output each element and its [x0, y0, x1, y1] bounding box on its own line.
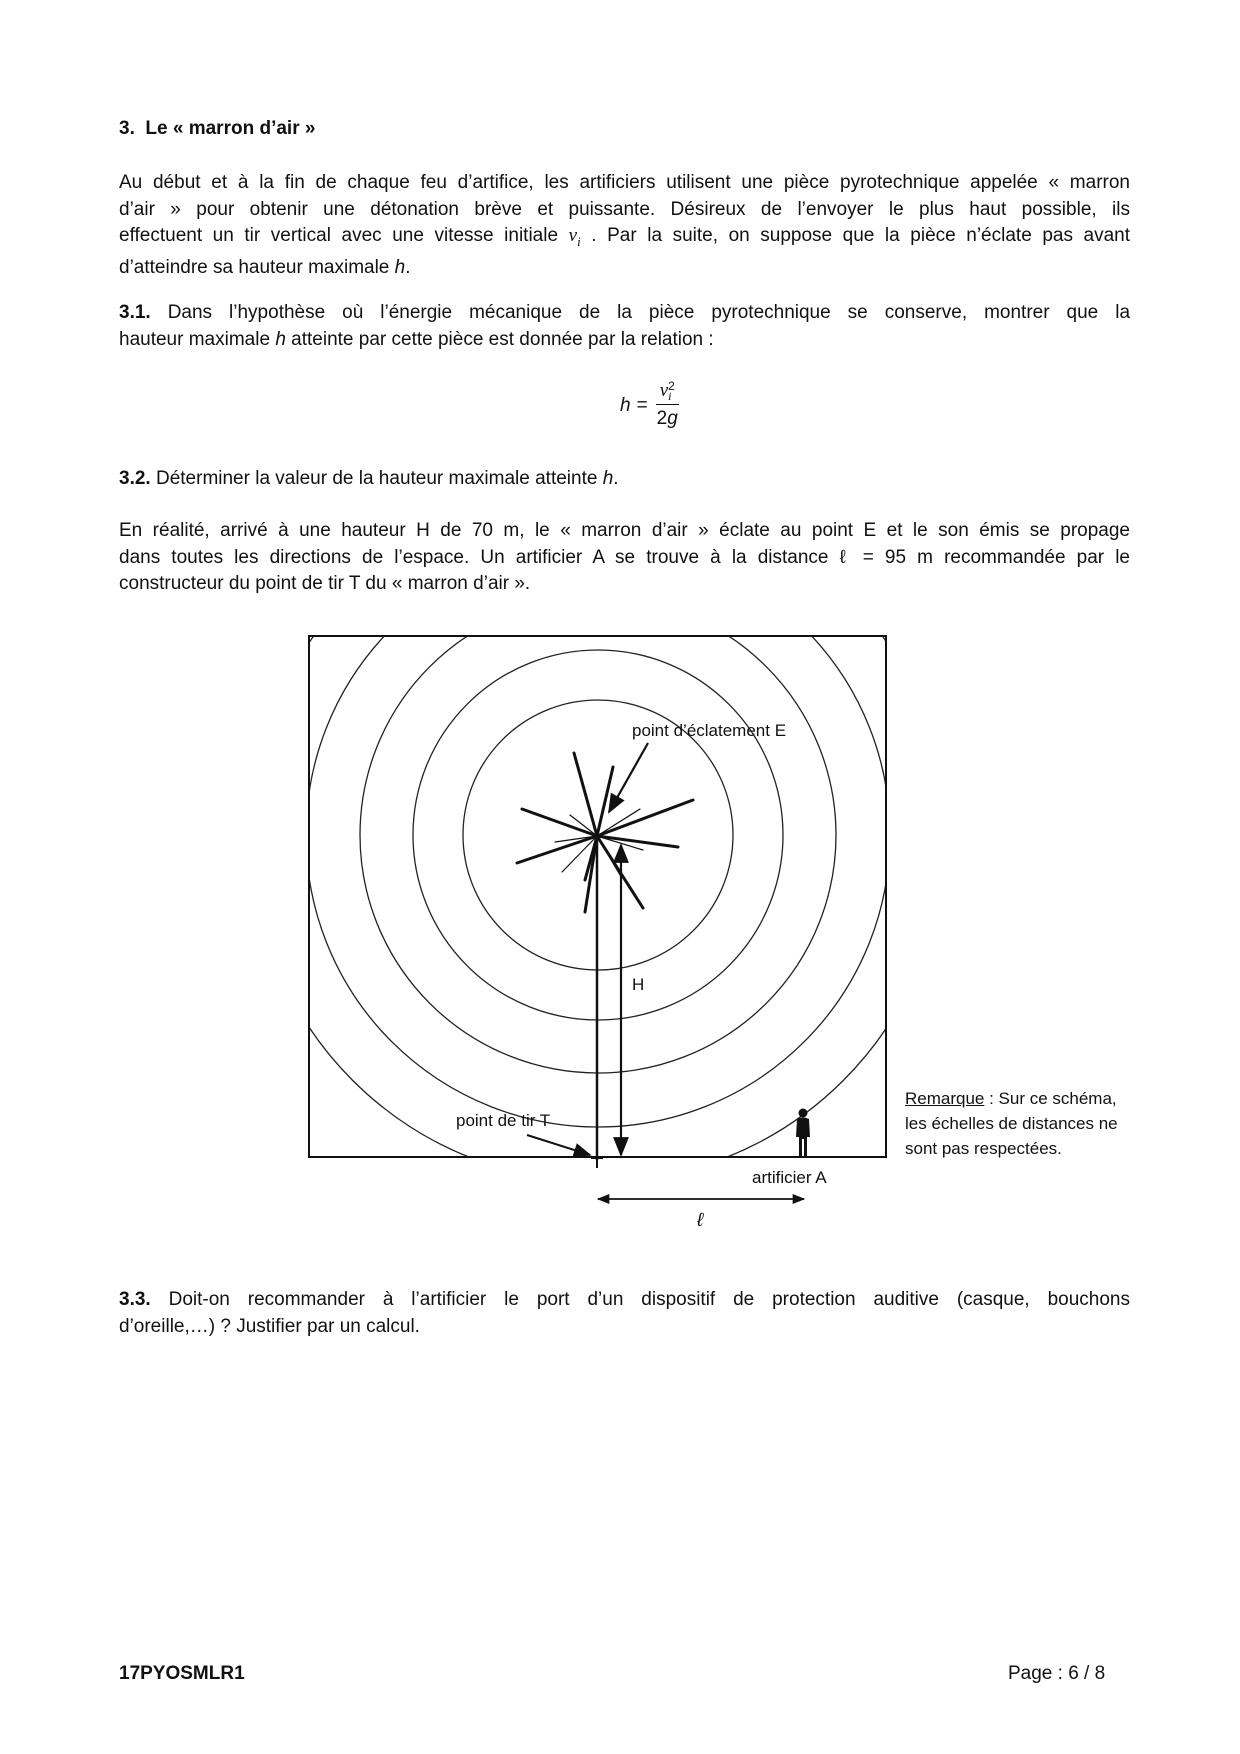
formula-equals: = [636, 394, 648, 416]
intro-height-var: h [394, 257, 406, 279]
intro-line-3-a: effectuent un tir vertical avec une vitesse initiale [119, 225, 559, 246]
intro-line-3-b: . Par la suite, on suppose que la pièce n’éclate pas avant [591, 225, 1131, 246]
q31-line-2: hauteur maximale h atteinte par cette pièce est donnée par la relation : [119, 328, 714, 350]
section-number: 3. [119, 118, 135, 139]
intro-line-4-a: d’atteindre sa hauteur maximale [119, 257, 390, 279]
formula-denominator: 2g [656, 408, 678, 429]
remark-heading: Remarque [905, 1089, 985, 1108]
intro-velocity-var: $v_i$ [568, 225, 581, 249]
arrow-to-E [609, 743, 648, 812]
formula-numerator: v 2 i [656, 380, 679, 405]
remark-line-3: sont pas respectées. [905, 1139, 1062, 1158]
formula-lhs: h [620, 394, 631, 416]
q32-number: 3.2. [119, 468, 151, 489]
q33-line-1-text: Doit-on recommander à l’artificier le port d’un dispositif de protection auditive (casque, bouchons [168, 1289, 1130, 1310]
remark-line-1: Remarque : Sur ce schéma, [905, 1089, 1117, 1108]
document-code: 17PYOSMLR1 [119, 1663, 245, 1684]
q32-height-var: h [602, 468, 614, 489]
q33-number: 3.3. [119, 1289, 151, 1310]
intro-line-4: d’atteindre sa hauteur maximale h. [119, 257, 411, 279]
q31-line-1-text: Dans l’hypothèse où l’énergie mécanique de la pièce pyrotechnique se conserve, montrer que la [167, 302, 1131, 323]
q33-line-2: d’oreille,…) ? Justifier par un calcul. [119, 1315, 420, 1337]
figure-remark [905, 1086, 1145, 1161]
remark-line-2: les échelles de distances ne [905, 1114, 1118, 1133]
person-icon [796, 1109, 810, 1158]
firing-point-marker [591, 1150, 603, 1168]
q31-height-var: h [275, 328, 286, 350]
label-point-T: point de tir T [456, 1111, 551, 1130]
explosion-rays [517, 753, 693, 912]
question-3-3 [119, 1287, 1130, 1340]
label-H: H [632, 975, 645, 994]
intro-line-2: d’air » pour obtenir une détonation brève et puissante. Désireux de l’envoyer le plus haut possible, ils [119, 198, 1130, 220]
q32-text: Déterminer la valeur de la hauteur maximale atteinte [155, 468, 598, 489]
context-line-1: En réalité, arrivé à une hauteur H de 70 m, le « marron d’air » éclate au point E et le son émis se propage [119, 520, 1130, 541]
page-number: Page : 6 / 8 [1008, 1663, 1106, 1684]
label-l: ℓ [697, 1210, 704, 1231]
arrow-to-T [527, 1135, 590, 1155]
intro-line-1: Au début et à la fin de chaque feu d’artifice, les artificiers utilisent une pièce pyrotechnique appelée « marron [119, 172, 1130, 193]
q31-number: 3.1. [119, 302, 151, 323]
context-line-2: dans toutes les directions de l’espace. Un artificier A se trouve à la distance ℓ = 95 m recommandée par le [119, 546, 1130, 568]
context-line-3: constructeur du point de tir T du « marron d’air ». [119, 573, 531, 594]
label-point-E: point d’éclatement E [632, 721, 787, 740]
section-title-text: Le « marron d’air » [145, 118, 316, 139]
q33-line-1 [119, 1287, 1130, 1314]
label-artificier-A: artificier A [752, 1168, 827, 1187]
question-3-2: 3.2. Déterminer la valeur de la hauteur maximale atteinte h. [119, 468, 619, 489]
